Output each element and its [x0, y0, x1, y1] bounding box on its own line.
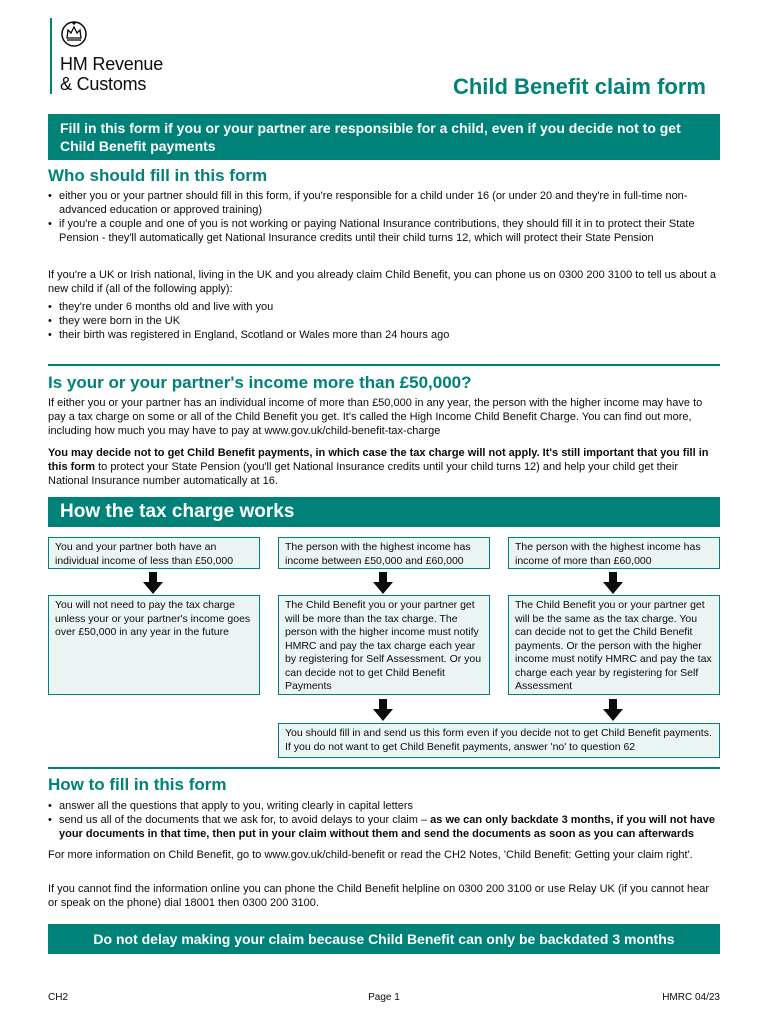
organisation-name: [60, 54, 163, 94]
crown-crest-icon: [60, 18, 88, 48]
form-code: CH2: [48, 992, 69, 1003]
intro-banner: Fill in this form if you or your partner are responsible for a child, even if you decide not to get Child Benefit payments: [48, 114, 720, 160]
arrow-down-icon: [373, 572, 393, 594]
section-divider: [48, 364, 720, 366]
how-heading: How to fill in this form: [48, 775, 227, 794]
list-item: • answer all the questions that apply to you, writing clearly in capital letters: [48, 799, 720, 813]
income-paragraph: If either you or your partner has an individual income of more than £50,000 in any year, the person with the higher income may have to pay a tax charge on some or all of the Child Benefit you get. It's called the High Income Child Benefit Charge. You can find out more, including how much you may have to pay at www.gov.uk/child-benefit-tax-charge: [48, 397, 703, 437]
tax-col1-outcome: You will not need to pay the tax charge unless your or your partner's income goes over £50,000 in any year in the future: [48, 595, 260, 695]
how-bullet2-bold: as we can only backdate 3 months, if you will not have your documents in that time, then put in your claim without them and send the documents as soon as you can afterwards: [59, 814, 716, 840]
tax-heading: How the tax charge works: [48, 497, 720, 527]
who-bullets: [48, 189, 720, 245]
page-number: Page 1: [368, 992, 400, 1003]
income-important-paragraph: [48, 446, 720, 488]
arrow-down-icon: [603, 572, 623, 594]
phone-paragraph: If you're a UK or Irish national, living in the UK and you already claim Child Benefit, you can phone us on 0300 200 3100 to tell us about a new child if (all of the following apply):: [48, 269, 717, 295]
tax-col1-condition: You and your partner both have an individual income of less than £50,000: [48, 537, 260, 569]
who-heading: Who should fill in this form: [48, 166, 268, 185]
arrow-down-icon: [373, 699, 393, 721]
org-line-1: HM Revenue: [60, 54, 164, 74]
income-heading: Is your or your partner's income more than £50,000?: [48, 373, 472, 392]
list-item: • they were born in the UK: [48, 314, 720, 328]
arrow-down-icon: [143, 572, 163, 594]
list-item: • if you're a couple and one of you is not working or paying National Insurance contributions, they should fill it in to protect their State Pension - they'll automatically get National Insurance credits until their child turns 12, which will protect their State Pension: [48, 217, 720, 245]
list-item: • their birth was registered in England, Scotland or Wales more than 24 hours ago: [48, 328, 720, 342]
tax-col3-outcome: The Child Benefit you or your partner get will be the same as the tax charge. You can decide not to get the Child Benefit payments. Or the person with the higher income must notify HMRC and pay the tax charge each year by registering for Self Assessment: [508, 595, 720, 695]
tax-col3-condition: The person with the highest income has income of more than £60,000: [508, 537, 720, 569]
list-item: [48, 813, 720, 841]
phone-bullets: [48, 300, 720, 342]
form-version: HMRC 04/23: [662, 992, 720, 1003]
income-important-rest: to protect your State Pension (you'll get National Insurance credits until your child turns 12) and help your child get their National Insurance number automatically at 16.: [48, 461, 679, 487]
backdate-warning-banner: Do not delay making your claim because Child Benefit can only be backdated 3 months: [48, 924, 720, 954]
tax-col2-outcome: The Child Benefit you or your partner get will be more than the tax charge. The person with the higher income must notify HMRC and pay the tax charge each year by registering for Self Assessment. Or you can decide not to get Child Benefit Payments: [278, 595, 490, 695]
more-info-paragraph: For more information on Child Benefit, go to www.gov.uk/child-benefit or read the CH2 Notes, 'Child Benefit: Getting your claim right'.: [48, 849, 693, 861]
income-important-bold: You may decide not to get Child Benefit payments, in which case the tax charge will not apply. It's still important that you fill in this form: [48, 447, 709, 473]
org-line-2: & Customs: [60, 74, 147, 94]
page-title: Child Benefit claim form: [452, 74, 706, 99]
how-bullet2-text: send us all of the documents that we ask for, to avoid delays to your claim –: [59, 814, 431, 826]
section-divider: [48, 767, 720, 769]
how-bullets: [48, 799, 720, 841]
tax-final-note: You should fill in and send us this form even if you decide not to get Child Benefit payments. If you do not want to get Child Benefit payments, answer 'no' to question 62: [278, 723, 720, 758]
tax-col2-condition: The person with the highest income has income between £50,000 and £60,000: [278, 537, 490, 569]
logo-rule: [50, 18, 52, 94]
helpline-paragraph: If you cannot find the information online you can phone the Child Benefit helpline on 0300 200 3100 or use Relay UK (if you cannot hear or speak on the phone) dial 18001 then 0300 200 3100.: [48, 883, 710, 909]
list-item: • either you or your partner should fill in this form, if you're responsible for a child under 16 (or under 20 and they're in full-time non-advanced education or approved training): [48, 189, 720, 217]
arrow-down-icon: [603, 699, 623, 721]
list-item: • they're under 6 months old and live with you: [48, 300, 720, 314]
